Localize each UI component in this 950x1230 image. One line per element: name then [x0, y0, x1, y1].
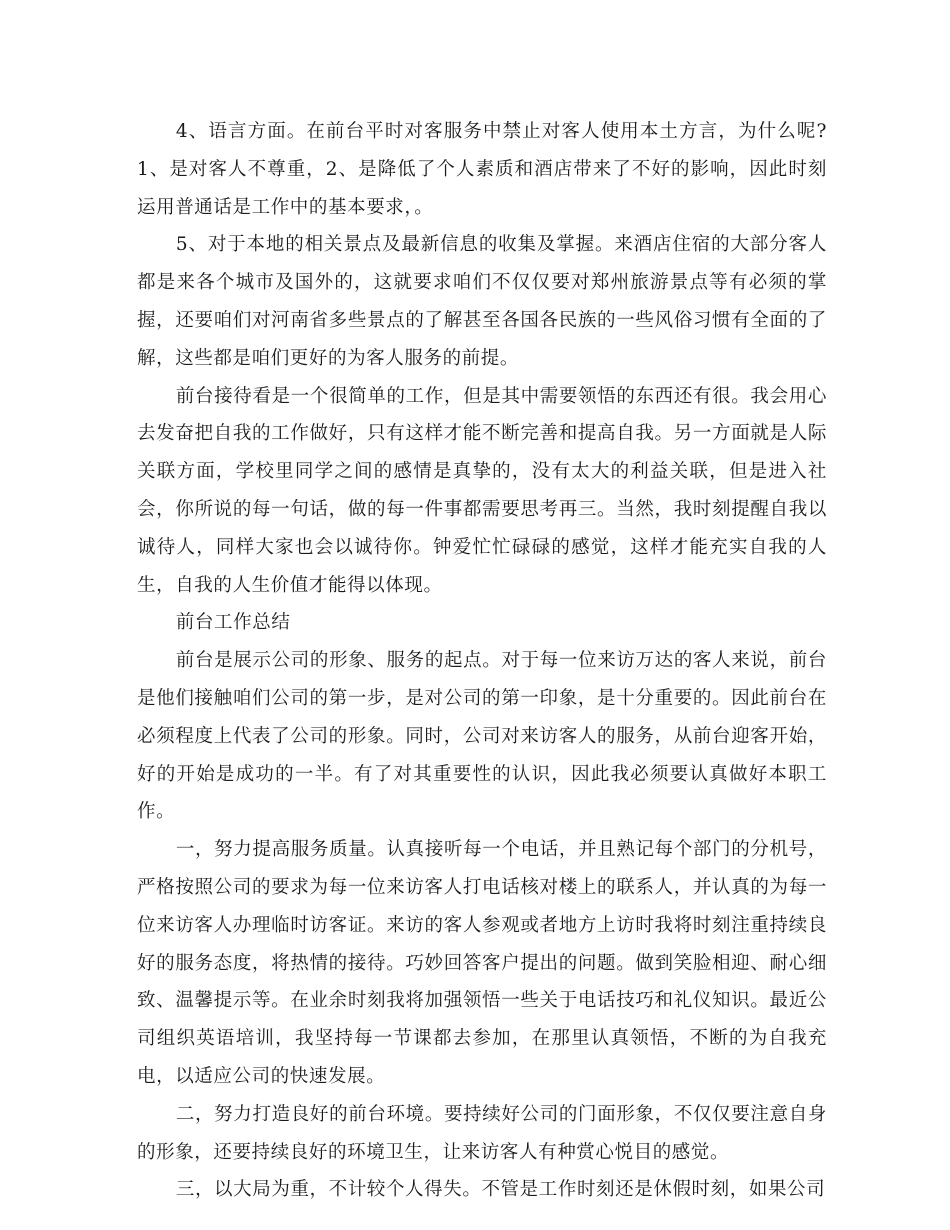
- paragraph-front-desk-intro: 前台是展示公司的形象、服务的起点。对于每一位来访万达的客人来说，前台是他们接触咱们公司的第一步，是对公司的第一印象，是十分重要的。因此前台在必须程度上代表了公司的形象。同时，公司对来访客人的服务，从前台迎客开始，好的开始是成功的一半。有了对其重要性的认识，因此我必须要认真做好本职工作。: [137, 650, 827, 823]
- paragraph-service-quality: 一，努力提高服务质量。认真接听每一个电话，并且熟记每个部门的分机号，严格按照公司的要求为每一位来访客人打电话核对楼上的联系人，并认真的为每一位来访客人办理临时访客证。来访的客人参观或者地方上访时我将时刻注重持续良好的服务态度，将热情的接待。巧妙回答客户提出的问题。做到笑脸相迎、耐心细致、温馨提示等。在业余时刻我将加强领悟一些关于电话技巧和礼仪知识。最近公司组织英语培训，我坚持每一节课都去参加，在那里认真领悟，不断的为自我充电，以适应公司的快速发展。: [137, 839, 827, 1087]
- paragraph-reception-reflection: 前台接待看是一个很简单的工作，但是其中需要领悟的东西还有很。我会用心去发奋把自我的工作做好，只有这样才能不断完善和提高自我。另一方面就是人际关联方面，学校里同学之间的感情是真挚的，没有太大的利益关联，但是进入社会，你所说的每一句话，做的每一件事都需要思考再三。当然，我时刻提醒自我以诚待人，同样大家也会以诚待你。钟爱忙忙碌碌的感觉，这样才能充实自我的人生，自我的人生价值才能得以体现。: [137, 385, 827, 596]
- paragraph-environment: 二，努力打造良好的前台环境。要持续好公司的门面形象，不仅仅要注意自身的形象，还要持续良好的环境卫生，让来访客人有种赏心悦目的感觉。: [137, 1103, 827, 1163]
- section-heading: 前台工作总结: [175, 612, 291, 634]
- paragraph-language: 4、语言方面。在前台平时对客服务中禁止对客人使用本土方言，为什么呢?1、是对客人不尊重，2、是降低了个人素质和酒店带来了不好的影响，因此时刻运用普通话是工作中的基本要求，。: [137, 121, 827, 218]
- document-body: [137, 113, 827, 1209]
- paragraph-overall-interest: 三，以大局为重，不计较个人得失。不管是工作时刻还是休假时刻，如果公司: [175, 1179, 826, 1201]
- paragraph-local-attractions: 5、对于本地的相关景点及最新信息的收集及掌握。来酒店住宿的大部分客人都是来各个城市及国外的，这就要求咱们不仅仅要对郑州旅游景点等有必须的掌握，还要咱们对河南省多些景点的了解甚至各国各民族的一些风俗习惯有全面的了解，这些都是咱们更好的为客人服务的前提。: [137, 234, 827, 369]
